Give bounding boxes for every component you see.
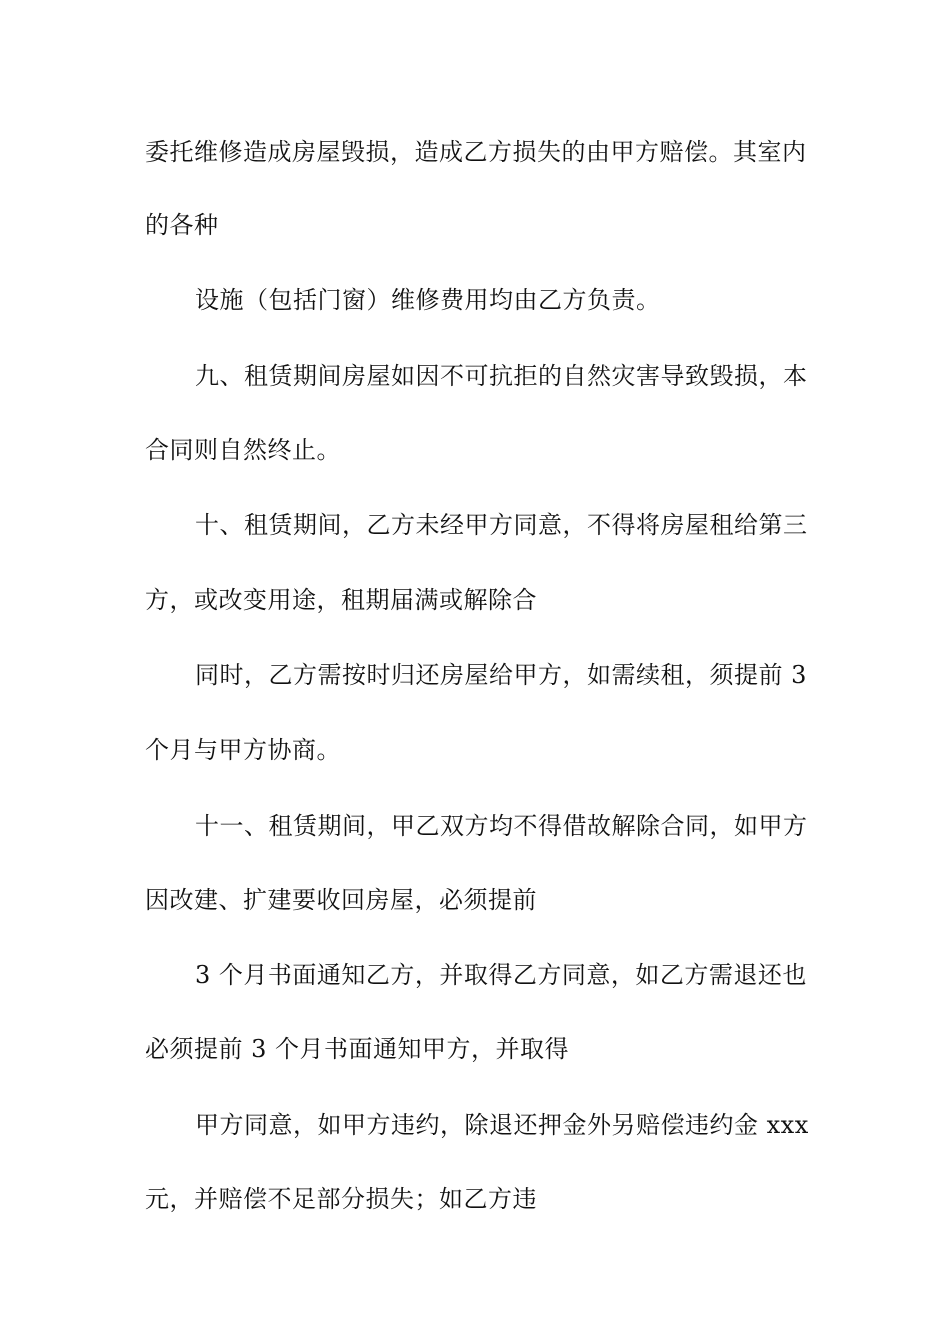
text-line: 因改建、扩建要收回房屋，必须提前 — [145, 886, 537, 914]
text-line: 元，并赔偿不足部分损失；如乙方违 — [145, 1185, 537, 1213]
text-line: 合同则自然终止。 — [145, 436, 341, 464]
text-line: 十、租赁期间，乙方未经甲方同意，不得将房屋租给第三 — [195, 511, 808, 539]
text-line: 必须提前 3 个月书面通知甲方，并取得 — [145, 1035, 570, 1063]
text-line: 3 个月书面通知乙方，并取得乙方同意，如乙方需退还也 — [195, 961, 807, 989]
text-line: 个月与甲方协商。 — [145, 736, 341, 764]
text-line: 委托维修造成房屋毁损，造成乙方损失的由甲方赔偿。其室内 — [145, 138, 807, 166]
text-line: 方，或改变用途，租期届满或解除合 — [145, 586, 537, 614]
text-line: 同时，乙方需按时归还房屋给甲方，如需续租，须提前 3 — [195, 661, 807, 689]
text-line: 的各种 — [145, 211, 219, 239]
text-line: 设施（包括门窗）维修费用均由乙方负责。 — [195, 286, 661, 314]
text-line: 甲方同意，如甲方违约，除退还押金外另赔偿违约金 xxx — [195, 1111, 809, 1139]
text-line: 十一、租赁期间，甲乙双方均不得借故解除合同，如甲方 — [195, 812, 808, 840]
text-line: 九、租赁期间房屋如因不可抗拒的自然灾害导致毁损，本 — [195, 362, 808, 390]
